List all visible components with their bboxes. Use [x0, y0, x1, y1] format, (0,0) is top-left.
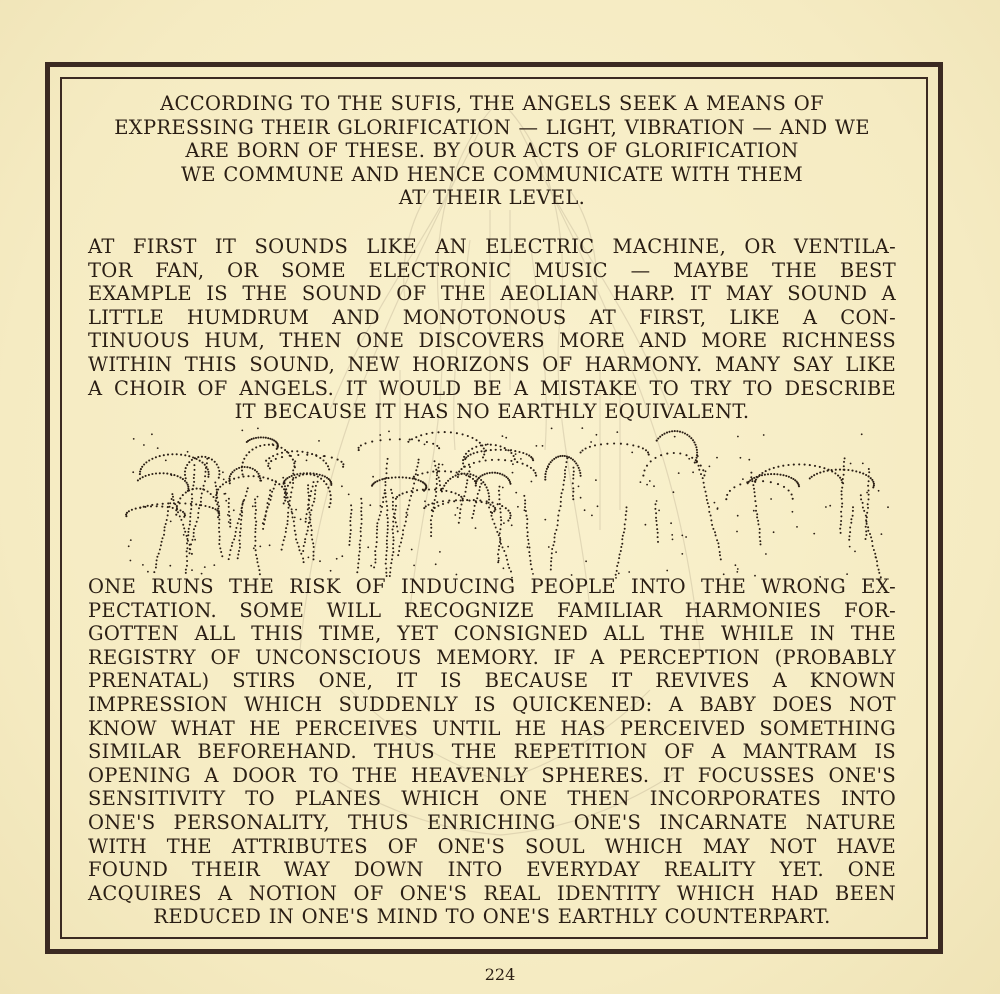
text-line: TOR FAN, OR SOME ELECTRONIC MUSIC — MAYBE THE BEST: [88, 258, 896, 282]
text-line: SENSITIVITY TO PLANES WHICH ONE THEN INCORPORATES INTO: [88, 787, 896, 811]
text-line: REDUCED IN ONE'S MIND TO ONE'S EARTHLY COUNTERPART.: [153, 905, 831, 929]
paragraph-sufis: [88, 92, 896, 210]
text-line: ACQUIRES A NOTION OF ONE'S REAL IDENTITY WHICH HAD BEEN: [88, 881, 896, 905]
paragraph-sound: [88, 235, 896, 424]
text-line: WE COMMUNE AND HENCE COMMUNICATE WITH THEM: [180, 162, 804, 186]
text-line: PECTATION. SOME WILL RECOGNIZE FAMILIAR HARMONIES FOR-: [88, 598, 896, 622]
text-line: EXAMPLE IS THE SOUND OF THE AEOLIAN HARP. IT MAY SOUND A: [88, 282, 896, 306]
text-line: ACCORDING TO THE SUFIS, THE ANGELS SEEK A MEANS OF: [160, 92, 824, 115]
text-line: PRENATAL) STIRS ONE, IT IS BECAUSE IT REVIVES A KNOWN: [88, 669, 896, 693]
text-line: ONE RUNS THE RISK OF INDUCING PEOPLE INTO THE WRONG EX-: [88, 575, 896, 598]
text-line: WITHIN THIS SOUND, NEW HORIZONS OF HARMONY. MANY SAY LIKE: [88, 352, 896, 376]
text-line: REGISTRY OF UNCONSCIOUS MEMORY. IF A PERCEPTION (PROBABLY: [88, 645, 896, 669]
text-line: AT FIRST IT SOUNDS LIKE AN ELECTRIC MACHINE, OR VENTILA-: [88, 235, 896, 258]
stippled-choir-illustration: [110, 418, 900, 583]
text-line: IMPRESSION WHICH SUDDENLY IS QUICKENED: A BABY DOES NOT: [88, 692, 896, 716]
page-number: 224: [484, 965, 516, 984]
text-line: ARE BORN OF THESE. BY OUR ACTS OF GLORIFICATION: [185, 139, 799, 163]
text-line: AT THEIR LEVEL.: [398, 186, 586, 210]
text-line: A CHOIR OF ANGELS. IT WOULD BE A MISTAKE TO TRY TO DESCRIBE: [88, 376, 896, 400]
text-line: ONE'S PERSONALITY, THUS ENRICHING ONE'S INCARNATE NATURE: [88, 810, 896, 834]
text-line: WITH THE ATTRIBUTES OF ONE'S SOUL WHICH MAY NOT HAVE: [88, 834, 896, 858]
text-line: LITTLE HUMDRUM AND MONOTONOUS AT FIRST, LIKE A CON-: [88, 305, 896, 329]
text-line: GOTTEN ALL THIS TIME, YET CONSIGNED ALL THE WHILE IN THE: [88, 622, 896, 646]
text-line: EXPRESSING THEIR GLORIFICATION — LIGHT, VIBRATION — AND WE: [114, 115, 870, 139]
paragraph-risk: [88, 575, 896, 929]
text-line: SIMILAR BEFOREHAND. THUS THE REPETITION OF A MANTRAM IS: [88, 740, 896, 764]
text-line: KNOW WHAT HE PERCEIVES UNTIL HE HAS PERCEIVED SOMETHING: [88, 716, 896, 740]
text-line: IT BECAUSE IT HAS NO EARTHLY EQUIVALENT.: [234, 400, 750, 424]
text-line: OPENING A DOOR TO THE HEAVENLY SPHERES. IT FOCUSSES ONE'S: [88, 763, 896, 787]
text-line: TINUOUS HUM, THEN ONE DISCOVERS MORE AND MORE RICHNESS: [88, 329, 896, 353]
text-line: FOUND THEIR WAY DOWN INTO EVERYDAY REALITY YET. ONE: [88, 858, 896, 882]
